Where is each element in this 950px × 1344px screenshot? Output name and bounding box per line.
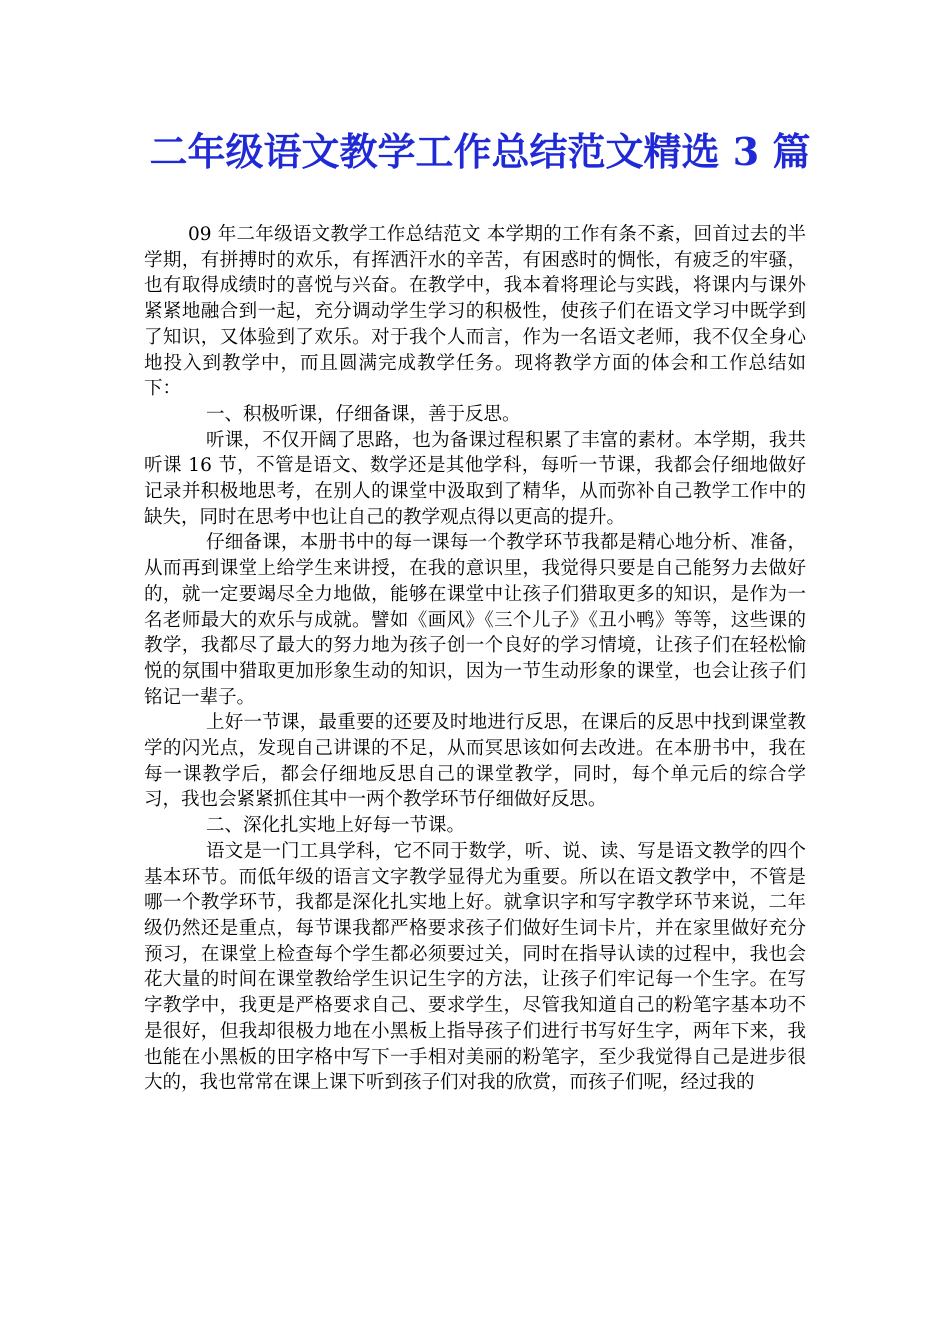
paragraph-teaching: 语文是一门工具学科，它不同于数学，听、说、读、写是语文教学的四个基本环节。而低年级的语言文字教学显得尤为重要。所以在语文教学中，不管是哪一个教学环节，我都是深化扎实地上好。就拿识字和写字教学环节来说，二年级仍然还是重点，每节课我都严格要求孩子们做好生词卡片，并在家里做好充分预习，在课堂上检查每个学生都必须要过关，同时在指导认读的过程中，我也会花大量的时间在课堂教给学生识记生字的方法，让孩子们牢记每一个生字。在写字教学中，我更是严格要求自己、要求学生，尽管我知道自己的粉笔字基本功不是很好，但我却很极力地在小黑板上指导孩子们进行书写好生字，两年下来，我也能在小黑板的田字格中写下一手相对美丽的粉笔字，至少我觉得自己是进步很大的，我也常常在课上课下听到孩子们对我的欣赏，而孩子们呢，经过我的 [144, 840, 806, 1094]
paragraph-intro: 09 年二年级语文教学工作总结范文 本学期的工作有条不紊，回首过去的半学期，有拼搏时的欢乐，有挥洒汗水的辛苦，有困惑时的惆怅，有疲乏的牢骚，也有取得成绩时的喜悦与兴奋。在教学中，我本着将理论与实践，将课内与课外紧紧地融合到一起，充分调动学生学习的积极性，使孩子们在语文学习中既学到了知识，又体验到了欢乐。对于我个人而言，作为一名语文老师，我不仅全身心地投入到教学中，而且圆满完成教学任务。现将教学方面的体会和工作总结如下： [144, 224, 806, 400]
document-title: 二年级语文教学工作总结范文精选 3 篇 [149, 129, 811, 174]
paragraph-listening: 听课，不仅开阔了思路，也为备课过程积累了丰富的素材。本学期，我共听课 16 节，不管是语文、数学还是其他学科，每听一节课，我都会仔细地做好记录并积极地思考，在别人的课堂中汲取到了精华，从而弥补自己教学工作中的缺失，同时在思考中也让自己的教学观点得以更高的提升。 [144, 429, 806, 528]
document-body [144, 222, 806, 1096]
section-heading-2: 二、深化扎实地上好每一节课。 [206, 815, 466, 837]
paragraph-preparation: 仔细备课，本册书中的每一课每一个教学环节我都是精心地分析、准备，从而再到课堂上给学生来讲授，在我的意识里，我觉得只要是自己能努力去做好的，就一定要竭尽全力地做，能够在课堂中让孩子们猎取更多的知识，是作为一名老师最大的欢乐与成就。譬如《画风》《三个儿子》《丑小鸭》等等，这些课的教学，我都尽了最大的努力地为孩子创一个良好的学习情境，让孩子们在轻松愉悦的氛围中猎取更加形象生动的知识，因为一节生动形象的课堂，也会让孩子们铭记一辈子。 [144, 532, 806, 708]
section-heading-1: 一、积极听课，仔细备课，善于反思。 [206, 403, 521, 425]
paragraph-reflection: 上好一节课，最重要的还要及时地进行反思，在课后的反思中找到课堂教学的闪光点，发现自己讲课的不足，从而冥思该如何去改进。在本册书中，我在每一课教学后，都会仔细地反思自己的课堂教学，同时，每个单元后的综合学习，我也会紧紧抓住其中一两个教学环节仔细做好反思。 [144, 712, 806, 811]
